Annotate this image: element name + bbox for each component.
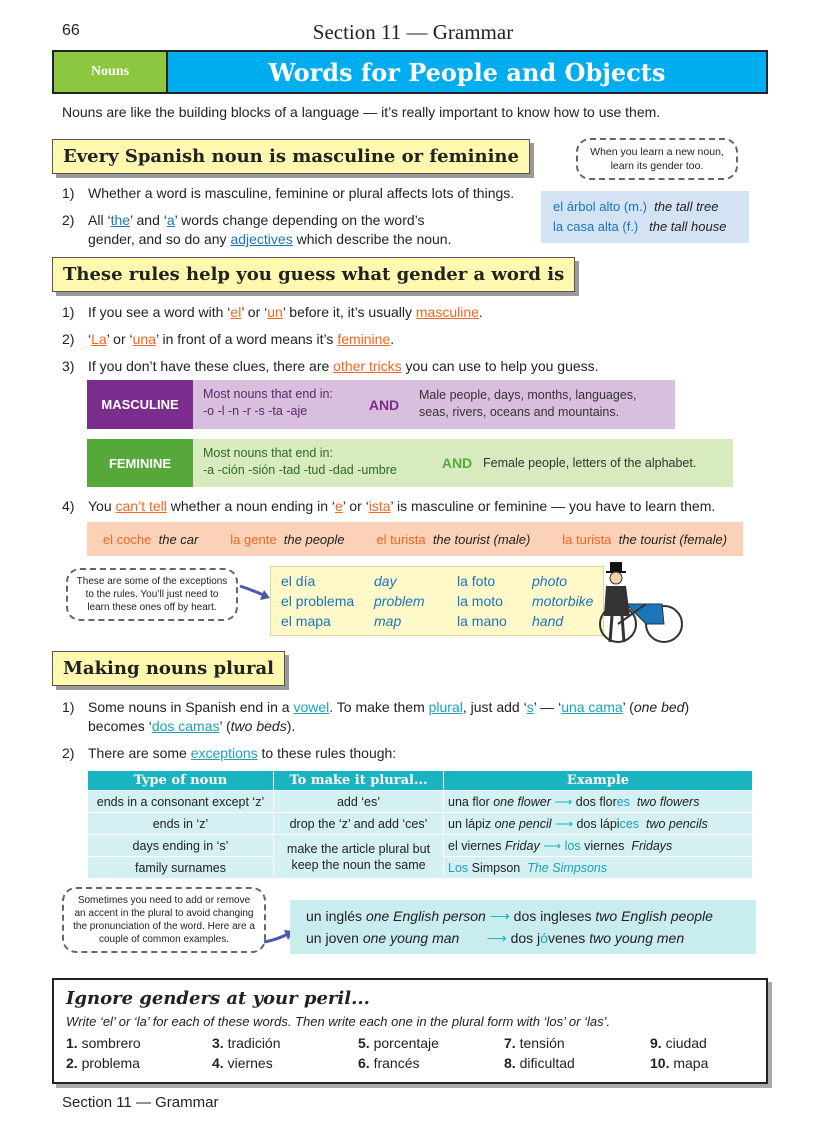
exc-col-es-1: el día el problema el mapa — [281, 573, 355, 629]
masculine-box — [87, 380, 675, 429]
tip-bubble-gender: When you learn a new noun, learn its gender too. — [576, 138, 738, 180]
rule-1: 1) If you see a word with ‘el’ or ‘un’ before it, it’s usually masculine. — [62, 304, 483, 320]
link-una-cama[interactable]: una cama — [561, 699, 623, 715]
page-title: Words for People and Objects — [168, 52, 766, 92]
strip-item: el coche the car — [102, 531, 199, 547]
intro-text: Nouns are like the building blocks of a language — it’s really important to know how to use them. — [62, 104, 661, 120]
link-other-tricks[interactable]: other tricks — [333, 358, 402, 374]
plural-rules-table — [87, 770, 753, 879]
gender-examples: el árbol alto (m.) the tall tree la casa alta (f.) the tall house — [541, 191, 749, 243]
feminine-label: FEMININE — [87, 439, 193, 487]
col-header-rule: To make it plural... — [274, 771, 444, 791]
strip-item: el turista the tourist (male) — [376, 531, 531, 547]
quiz-item: 2. problema — [66, 1055, 140, 1071]
quiz-item: 1. sombrero — [66, 1035, 141, 1051]
arrow-right-icon: ⟶ — [554, 795, 573, 809]
exc-col-es-2: la foto la moto la mano — [457, 573, 507, 629]
arrow-right-icon: ⟶ — [555, 817, 573, 831]
quiz-box — [52, 978, 768, 1084]
quiz-words — [66, 1033, 754, 1073]
footer-section: Section 11 — Grammar — [62, 1094, 219, 1111]
arrow-right-icon: ⟶ — [486, 930, 507, 946]
link-ista[interactable]: ista — [368, 498, 391, 514]
link-masculine[interactable]: masculine — [415, 304, 479, 320]
strip-item: la turista the tourist (female) — [562, 531, 728, 547]
exc-col-en-1: day problem map — [374, 573, 425, 629]
rules-list — [62, 303, 762, 376]
link-un[interactable]: un — [267, 304, 283, 320]
feminine-other: Female people, letters of the alphabet. — [483, 456, 697, 470]
link-feminine[interactable]: feminine — [337, 331, 391, 347]
accent-example-2: un joven one young man ⟶ dos jóvenes two young men — [306, 930, 685, 946]
plural-item-1: 1) Some nouns in Spanish end in a vowel. To make them plural, just add ‘s’ — ‘una cama’ (one bed) — [62, 699, 690, 715]
title-banner — [52, 50, 768, 94]
link-una[interactable]: una — [132, 331, 156, 347]
table-row — [88, 813, 753, 835]
masculine-and: AND — [368, 396, 400, 413]
quiz-item: 10. mapa — [650, 1055, 709, 1071]
gender-item-1: 1) Whether a word is masculine, feminine or plural affects lots of things. — [62, 185, 515, 201]
e-ista-examples — [87, 522, 743, 556]
plural-item-2: 2) There are some exceptions to these rules though: — [62, 745, 397, 761]
cell-example: una flor one flower ⟶ dos flores two flowers — [444, 791, 753, 813]
masculine-other: Male people, days, months, languages, seas, rivers, oceans and mountains. — [419, 388, 637, 419]
link-a[interactable]: a — [166, 212, 175, 228]
rule-3: 3) If you don’t have these clues, there are other tricks you can use to help you guess. — [62, 358, 599, 374]
cell-type: ends in ‘z’ — [88, 813, 274, 835]
strip-item: la gente the people — [230, 531, 345, 547]
cell-rule-merged: make the article plural but keep the noun the same — [274, 835, 444, 879]
link-e[interactable]: e — [335, 498, 343, 514]
plural-list: 1) Some nouns in Spanish end in a vowel. To make them plural, just add ‘s’ — ‘una cama’ (one bed) becomes ‘dos camas’ (two beds). 2) There are some exceptions to these rules though: — [62, 698, 782, 763]
quiz-instructions: Write ‘el’ or ‘la’ for each of these words. Then write each one in the plural form with ‘los’ or ‘las’. — [66, 1014, 611, 1029]
link-plural[interactable]: plural — [428, 699, 463, 715]
man-with-bicycle-illustration — [596, 560, 688, 646]
feminine-endings: Most nouns that end in: -a -ción -sión -tad -tud -dad -umbre — [203, 446, 397, 477]
quiz-item: 4. viernes — [212, 1055, 273, 1071]
quiz-title: Ignore genders at your peril... — [66, 988, 370, 1009]
rule-4: 4) You can’t tell whether a noun ending in ‘e’ or ‘ista’ is masculine or feminine — you have to learn them. — [62, 498, 716, 514]
table-header-row — [88, 771, 753, 791]
quiz-item: 3. tradición — [212, 1035, 281, 1051]
quiz-item: 6. francés — [358, 1055, 420, 1071]
gender-item-2: 2) All ‘the’ and ‘a’ words change depending on the word’s — [62, 212, 425, 228]
cell-type: days ending in ‘s’ — [88, 835, 274, 857]
col-header-type: Type of noun — [88, 771, 274, 791]
heading-plural: Making nouns plural — [52, 651, 285, 686]
link-vowel[interactable]: vowel — [293, 699, 330, 715]
link-cant-tell[interactable]: can’t tell — [115, 498, 167, 514]
topic-tag: Nouns — [54, 52, 168, 92]
link-adjectives[interactable]: adjectives — [230, 231, 293, 247]
section-title: Section 11 — Grammar — [312, 20, 514, 44]
feminine-and: AND — [441, 455, 473, 471]
exceptions-box — [270, 566, 604, 636]
cell-type: ends in a consonant except ‘z’ — [88, 791, 274, 813]
link-s[interactable]: s — [526, 699, 534, 715]
cell-example: el viernes Friday ⟶ los viernes Fridays — [444, 835, 753, 857]
quiz-item: 8. dificultad — [504, 1055, 575, 1071]
link-dos-camas[interactable]: dos camas — [151, 718, 220, 734]
link-el[interactable]: el — [230, 304, 242, 320]
arrow-right-icon: ⟶ — [489, 908, 510, 924]
cell-example: un lápiz one pencil ⟶ dos lápices two pencils — [444, 813, 753, 835]
tip-bubble-accents: Sometimes you need to add or remove an accent in the plural to avoid changing the pronunciation of the word. Here are a couple of common examples. — [62, 887, 266, 953]
quiz-item: 7. tensión — [504, 1035, 565, 1051]
gender-list: 1) Whether a word is masculine, feminine or plural affects lots of things. 2) All ‘the’ and ‘a’ words change depending on the word’s gender, and so do any adjectives which describe the noun. — [62, 184, 532, 249]
col-header-example: Example — [444, 771, 753, 791]
arrow-right-icon: ⟶ — [543, 839, 562, 853]
cell-rule: add ‘es’ — [274, 791, 444, 813]
quiz-item: 9. ciudad — [650, 1035, 707, 1051]
cell-type: family surnames — [88, 857, 274, 879]
masculine-label: MASCULINE — [87, 380, 193, 429]
tip-bubble-exceptions: These are some of the exceptions to the rules. You’ll just need to learn these ones off by heart. — [66, 568, 238, 621]
arrow-icon — [238, 580, 272, 604]
heading-gender: Every Spanish noun is masculine or feminine — [52, 139, 530, 174]
masculine-endings: Most nouns that end in: -o -l -n -r -s -ta -aje — [203, 387, 333, 418]
cell-example: Los Simpson The Simpsons — [444, 857, 753, 879]
page-number: 66 — [62, 22, 80, 39]
cell-rule: drop the ‘z’ and add ‘ces’ — [274, 813, 444, 835]
table-row — [88, 791, 753, 813]
accent-example-1: un inglés one English person ⟶ dos ingleses two English people — [306, 908, 713, 924]
link-the[interactable]: the — [110, 212, 131, 228]
feminine-box — [87, 439, 733, 487]
table-row — [88, 835, 753, 857]
link-exceptions[interactable]: exceptions — [190, 745, 258, 761]
quiz-item: 5. porcentaje — [358, 1035, 439, 1051]
rule-2: 2) ‘La’ or ‘una’ in front of a word means it’s feminine. — [62, 331, 395, 347]
heading-rules: These rules help you guess what gender a word is — [52, 257, 575, 292]
accent-examples — [290, 900, 756, 954]
exc-col-en-2: photo motorbike hand — [532, 573, 594, 629]
link-la[interactable]: La — [91, 331, 107, 347]
